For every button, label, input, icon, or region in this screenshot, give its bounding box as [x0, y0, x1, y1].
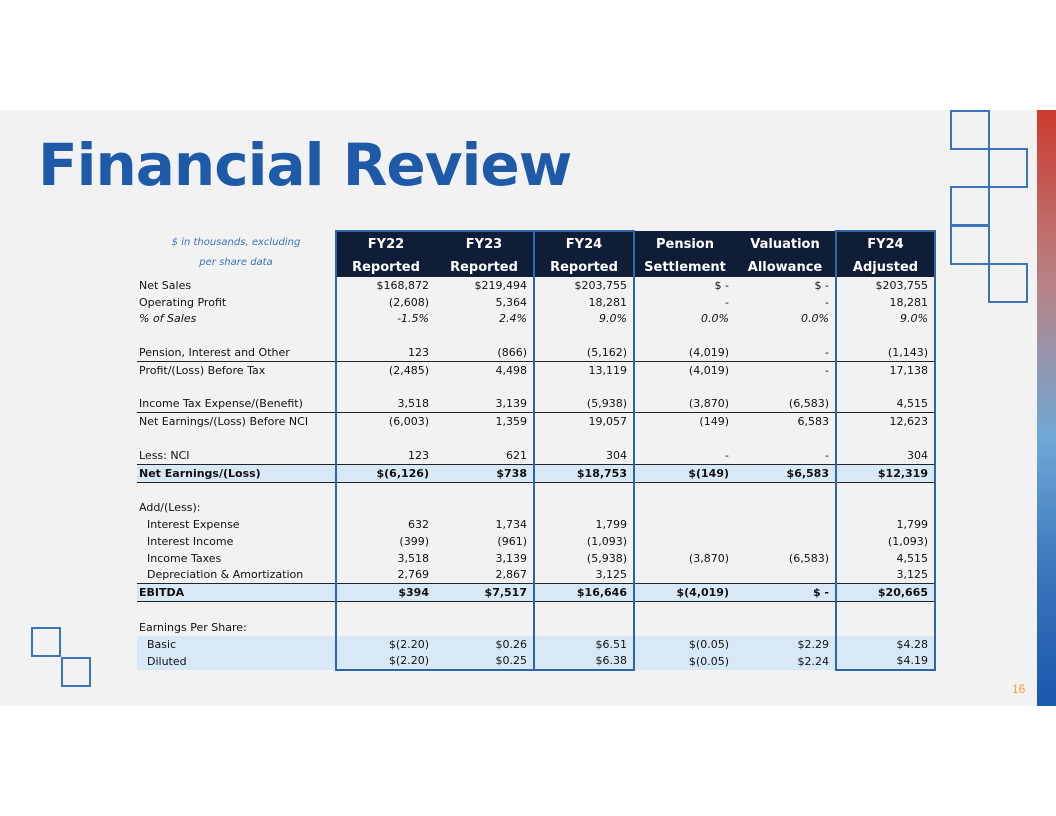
cell-col-2: $7,517 [435, 584, 534, 602]
cell-col-2 [435, 482, 534, 499]
table-header-row-1 [137, 231, 935, 257]
header-col-6: FY24 [836, 231, 935, 257]
table-row [137, 447, 935, 464]
row-label [137, 602, 336, 619]
cell-col-4 [634, 379, 735, 396]
cell-col-4: $ - [714, 278, 729, 292]
decor-square-7 [61, 657, 91, 687]
cell-col-1: (2,485) [336, 361, 435, 378]
row-label [137, 430, 336, 447]
cell-col-6 [836, 430, 935, 447]
cell-col-5 [735, 602, 836, 619]
cell-col-3: $203,755 [534, 277, 634, 294]
cell-col-2: 1,359 [435, 413, 534, 430]
cell-col-6 [836, 327, 935, 344]
row-label: Profit/(Loss) Before Tax [139, 363, 266, 377]
cell-col-4 [634, 567, 735, 584]
cell-col-1 [336, 327, 435, 344]
row-label [137, 327, 336, 344]
cell-col-4: - [725, 295, 729, 309]
cell-col-5 [735, 379, 836, 396]
cell-col-5: 6,583 [797, 415, 829, 429]
cell-col-5: $ - [814, 278, 829, 292]
row-label: Operating Profit [139, 295, 227, 309]
table-row [137, 516, 935, 533]
cell-col-4 [634, 430, 735, 447]
cell-col-1: 632 [336, 516, 435, 533]
cell-col-2 [435, 499, 534, 516]
cell-col-6: 304 [836, 447, 935, 464]
cell-col-6: 4,515 [836, 550, 935, 567]
row-label: Add/(Less): [139, 501, 201, 515]
cell-col-5: $6,583 [735, 464, 836, 482]
cell-col-3: (1,093) [534, 533, 634, 550]
cell-col-3: (5,938) [534, 396, 634, 413]
cell-col-2: 1,734 [435, 516, 534, 533]
decor-square-2 [988, 148, 1028, 188]
cell-col-3: 1,799 [534, 516, 634, 533]
cell-col-4: $(0.05) [634, 636, 735, 653]
cell-col-2: $738 [435, 464, 534, 482]
cell-col-2: 621 [435, 447, 534, 464]
cell-col-2: $0.26 [435, 636, 534, 653]
row-label: Income Taxes [147, 551, 222, 565]
cell-col-5: $2.24 [735, 653, 836, 671]
cell-col-1: 3,518 [336, 396, 435, 413]
financial-table [137, 230, 936, 671]
cell-col-2: 5,364 [435, 294, 534, 311]
cell-col-3: $6.51 [534, 636, 634, 653]
cell-col-5 [735, 533, 836, 550]
table-row [137, 636, 935, 653]
cell-col-2: $0.25 [435, 653, 534, 671]
cell-col-4 [634, 516, 735, 533]
cell-col-1 [336, 499, 435, 516]
page-title: Financial Review [38, 131, 572, 199]
cell-col-1: (399) [336, 533, 435, 550]
table-row [137, 533, 935, 550]
cell-col-3 [534, 379, 634, 396]
cell-col-6: $203,755 [836, 277, 935, 294]
cell-col-1: $394 [336, 584, 435, 602]
cell-col-3: 19,057 [534, 413, 634, 430]
cell-col-2: 2.4% [435, 311, 534, 328]
cell-col-1: -1.5% [336, 311, 435, 328]
cell-col-3: $18,753 [534, 464, 634, 482]
cell-col-1: $168,872 [336, 277, 435, 294]
cell-col-3: (5,938) [534, 550, 634, 567]
cell-col-6: $20,665 [836, 584, 935, 602]
cell-col-2: 4,498 [435, 361, 534, 378]
cell-col-3: 3,125 [534, 567, 634, 584]
cell-col-3: 304 [534, 447, 634, 464]
units-note: $ in thousands, excluding [171, 237, 301, 248]
header-col-3-sub: Reported [534, 257, 634, 277]
cell-col-6: 17,138 [836, 361, 935, 378]
cell-col-1: 2,769 [336, 567, 435, 584]
cell-col-6 [836, 619, 935, 636]
cell-col-1: $(2.20) [336, 636, 435, 653]
cell-col-3: (5,162) [534, 344, 634, 361]
cell-col-1: (2,608) [336, 294, 435, 311]
cell-col-2: $219,494 [435, 277, 534, 294]
cell-col-4: 0.0% [701, 312, 729, 326]
header-col-4-sub: Settlement [634, 257, 735, 277]
cell-col-6: 9.0% [836, 311, 935, 328]
units-note-line-2: per share data [199, 257, 273, 268]
row-label: EBITDA [137, 584, 336, 602]
cell-col-4 [634, 533, 735, 550]
cell-col-2 [435, 430, 534, 447]
table-row [137, 482, 935, 499]
header-col-3: FY24 [534, 231, 634, 257]
cell-col-5: - [735, 447, 836, 464]
cell-col-5 [735, 430, 836, 447]
cell-col-4 [634, 619, 735, 636]
cell-col-4: $(4,019) [634, 584, 735, 602]
cell-col-6 [836, 379, 935, 396]
table-row [137, 653, 935, 671]
table-row [137, 499, 935, 516]
cell-col-4: (3,870) [688, 551, 729, 565]
cell-col-1: 3,518 [336, 550, 435, 567]
cell-col-5: (6,583) [788, 551, 829, 565]
cell-col-3: 18,281 [534, 294, 634, 311]
row-label: Interest Income [147, 534, 234, 548]
row-label: Net Sales [139, 278, 192, 292]
table-row [137, 413, 935, 430]
table-row [137, 294, 935, 311]
cell-col-2 [435, 602, 534, 619]
row-label: Less: NCI [137, 447, 336, 464]
cell-col-3: $16,646 [534, 584, 634, 602]
decor-square-6 [31, 627, 61, 657]
header-col-1-sub: Reported [336, 257, 435, 277]
row-label: Pension, Interest and Other [137, 344, 336, 361]
cell-col-1: (6,003) [336, 413, 435, 430]
cell-col-4 [634, 602, 735, 619]
header-col-1: FY22 [336, 231, 435, 257]
cell-col-1 [336, 619, 435, 636]
cell-col-6: 1,799 [836, 516, 935, 533]
cell-col-4: (3,870) [634, 396, 735, 413]
cell-col-1: $(2.20) [336, 653, 435, 671]
cell-col-3 [534, 499, 634, 516]
cell-col-1 [336, 379, 435, 396]
cell-col-4 [634, 499, 735, 516]
cell-col-2 [435, 379, 534, 396]
cell-col-5 [735, 619, 836, 636]
cell-col-5: 0.0% [801, 312, 829, 326]
cell-col-3 [534, 482, 634, 499]
gradient-sidebar [1037, 110, 1056, 706]
cell-col-3 [534, 430, 634, 447]
table-row [137, 344, 935, 361]
row-label: % of Sales [139, 312, 197, 326]
cell-col-5: $ - [735, 584, 836, 602]
cell-col-5 [735, 499, 836, 516]
cell-col-6: 18,281 [836, 294, 935, 311]
header-col-4: Pension [634, 231, 735, 257]
table-row [137, 311, 935, 328]
cell-col-5: - [825, 363, 829, 377]
cell-col-1 [336, 602, 435, 619]
row-label: Depreciation & Amortization [137, 567, 336, 584]
table-row [137, 550, 935, 567]
row-label: Income Tax Expense/(Benefit) [137, 396, 336, 413]
row-label: Net Earnings/(Loss) [137, 464, 336, 482]
cell-col-4: (4,019) [634, 344, 735, 361]
cell-col-6: 4,515 [836, 396, 935, 413]
table-row [137, 327, 935, 344]
table-row [137, 619, 935, 636]
table-row [137, 277, 935, 294]
row-label: Diluted [137, 653, 336, 671]
cell-col-1: 123 [336, 447, 435, 464]
cell-col-2: 2,867 [435, 567, 534, 584]
cell-col-4: (4,019) [688, 363, 729, 377]
table-row [137, 430, 935, 447]
cell-col-5 [735, 327, 836, 344]
cell-col-1 [336, 482, 435, 499]
cell-col-6: $12,319 [836, 464, 935, 482]
cell-col-2: 3,139 [435, 396, 534, 413]
cell-col-5: - [735, 344, 836, 361]
cell-col-6: $4.19 [836, 653, 935, 671]
row-label: Earnings Per Share: [139, 620, 247, 634]
table-row [137, 396, 935, 413]
header-col-6-sub: Adjusted [836, 257, 935, 277]
decor-square-4 [950, 225, 990, 265]
table-header-row-2 [137, 257, 935, 277]
row-label [137, 482, 336, 499]
table-row [137, 602, 935, 619]
row-label: Basic [137, 636, 336, 653]
cell-col-5 [735, 516, 836, 533]
cell-col-6 [836, 499, 935, 516]
header-col-2: FY23 [435, 231, 534, 257]
cell-col-4: $(149) [634, 464, 735, 482]
cell-col-1: 123 [336, 344, 435, 361]
cell-col-3 [534, 602, 634, 619]
cell-col-5 [735, 567, 836, 584]
cell-col-5 [735, 482, 836, 499]
header-col-5-sub: Allowance [735, 257, 836, 277]
cell-col-6 [836, 602, 935, 619]
cell-col-4: - [634, 447, 735, 464]
table-row [137, 379, 935, 396]
cell-col-5: $2.29 [735, 636, 836, 653]
cell-col-5: - [825, 295, 829, 309]
cell-col-1 [336, 430, 435, 447]
row-label: Net Earnings/(Loss) Before NCI [139, 415, 309, 429]
cell-col-3 [534, 619, 634, 636]
cell-col-6: $4.28 [836, 636, 935, 653]
cell-col-4 [634, 327, 735, 344]
cell-col-6: 12,623 [836, 413, 935, 430]
decor-square-5 [988, 263, 1028, 303]
table-row [137, 361, 935, 378]
cell-col-3: 13,119 [534, 361, 634, 378]
cell-col-3: 9.0% [534, 311, 634, 328]
header-col-2-sub: Reported [435, 257, 534, 277]
cell-col-6: 3,125 [836, 567, 935, 584]
cell-col-6: (1,143) [836, 344, 935, 361]
header-col-5: Valuation [735, 231, 836, 257]
decor-square-3 [950, 186, 990, 226]
page-number: 16 [1012, 682, 1026, 696]
row-label: Interest Expense [147, 518, 240, 532]
cell-col-2: 3,139 [435, 550, 534, 567]
cell-col-6: (1,093) [836, 533, 935, 550]
cell-col-4: $(0.05) [634, 653, 735, 671]
cell-col-2 [435, 619, 534, 636]
cell-col-4: (149) [699, 415, 729, 429]
cell-col-2: (961) [435, 533, 534, 550]
table-row [137, 567, 935, 584]
cell-col-3 [534, 327, 634, 344]
decor-square-1 [950, 110, 990, 150]
cell-col-6 [836, 482, 935, 499]
row-label [137, 379, 336, 396]
cell-col-2: (866) [435, 344, 534, 361]
table-row [137, 464, 935, 482]
table-row [137, 584, 935, 602]
cell-col-1: $(6,126) [336, 464, 435, 482]
cell-col-4 [634, 482, 735, 499]
cell-col-2 [435, 327, 534, 344]
cell-col-3: $6.38 [534, 653, 634, 671]
cell-col-5: (6,583) [735, 396, 836, 413]
